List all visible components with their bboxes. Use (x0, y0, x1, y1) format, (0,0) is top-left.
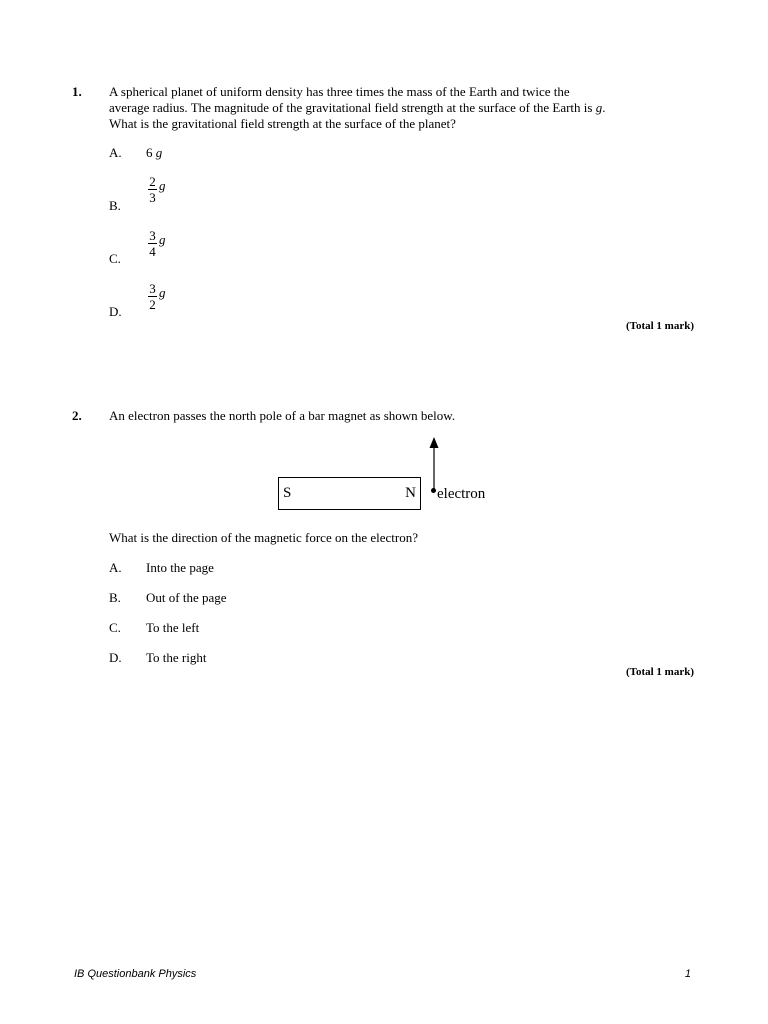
question-1-line-2 (109, 100, 605, 116)
q2-option-b-letter: B. (109, 590, 121, 605)
q1-option-b-var: g (159, 177, 166, 193)
question-2-total: (Total 1 mark) (625, 666, 694, 678)
q2-option-a-text: Into the page (146, 560, 214, 575)
footer-source: IB Questionbank Physics (74, 968, 197, 980)
q1-option-a-letter: A. (109, 145, 122, 160)
footer-page-number: 1 (684, 968, 691, 980)
question-1-line-2-var: g (595, 100, 603, 115)
electron-label: electron (437, 486, 486, 502)
electron-dot (431, 488, 436, 493)
question-2-number: 2. (72, 408, 82, 423)
q1-option-c-answer (148, 229, 166, 258)
q1-option-d-numerator: 3 (149, 281, 156, 296)
q1-option-d-var: g (159, 284, 166, 300)
q1-option-b-answer (148, 175, 166, 204)
question-1-line-2-end: . (602, 100, 606, 115)
q1-option-a-coef: 6 (146, 145, 153, 160)
q1-option-c-denominator: 4 (149, 244, 156, 259)
q1-option-d-letter: D. (109, 304, 122, 319)
q1-option-d-fraction (148, 282, 157, 311)
bar-magnet (278, 477, 421, 510)
question-2-prompt: What is the direction of the magnetic force on the electron? (109, 530, 418, 545)
q1-option-b-fraction (148, 175, 157, 204)
q2-option-d-text: To the right (146, 650, 207, 665)
q1-option-d-denominator: 2 (149, 297, 156, 312)
question-1-number: 1. (72, 84, 82, 99)
q2-option-c-letter: C. (109, 620, 121, 635)
q1-option-a-answer (146, 145, 162, 161)
q2-option-b-text: Out of the page (146, 590, 227, 605)
q2-option-d-letter: D. (109, 650, 122, 665)
north-pole-label: N (405, 485, 416, 501)
question-2-text: An electron passes the north pole of a bar magnet as shown below. (109, 408, 456, 423)
q1-option-b-denominator: 3 (149, 190, 156, 205)
q2-option-a-letter: A. (109, 560, 122, 575)
q1-option-c-var: g (159, 231, 166, 247)
question-1-line-1: A spherical planet of uniform density has three times the mass of the Earth and twice the (109, 84, 570, 99)
q1-option-b-letter: B. (109, 198, 121, 213)
bar-magnet-diagram (270, 436, 510, 512)
question-1-line-3: What is the gravitational field strength at the surface of the planet? (109, 116, 456, 131)
q1-option-d-answer (148, 282, 166, 311)
q1-option-c-fraction (148, 229, 157, 258)
q1-option-b-numerator: 2 (149, 174, 156, 189)
q1-option-c-numerator: 3 (149, 228, 156, 243)
q1-option-c-letter: C. (109, 251, 121, 266)
arrow-head-icon (430, 437, 439, 448)
question-1-line-2-text: average radius. The magnitude of the gravitational field strength at the surface of the Earth is (109, 100, 593, 115)
q1-option-a-var: g (155, 145, 163, 160)
q2-option-c-text: To the left (146, 620, 200, 635)
south-pole-label: S (283, 485, 292, 501)
question-1-total: (Total 1 mark) (625, 320, 694, 332)
